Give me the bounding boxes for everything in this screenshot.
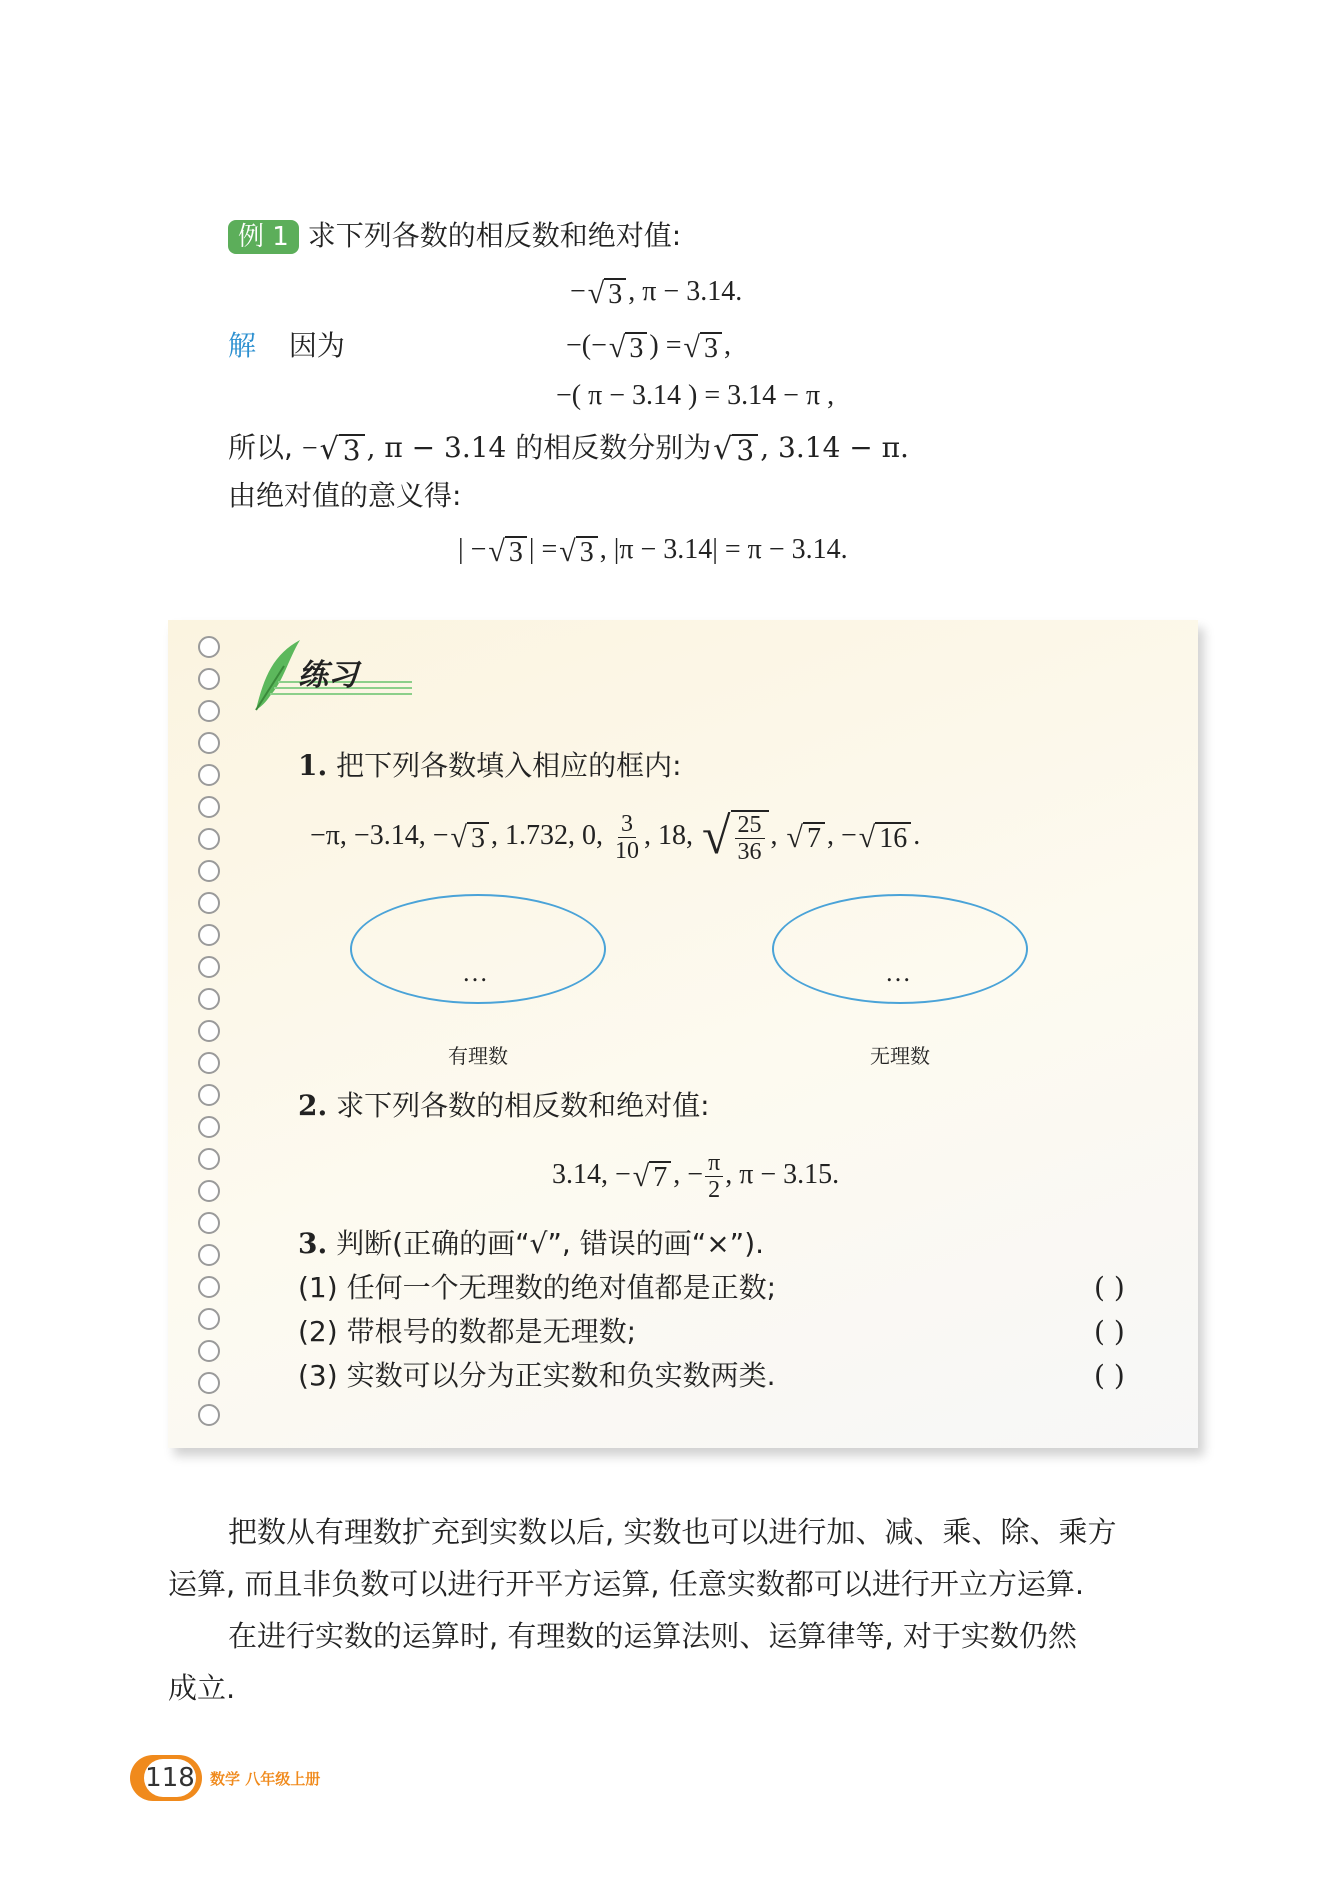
irrational-dots: … bbox=[885, 958, 911, 987]
paragraph-1-line-2: 运算, 而且非负数可以进行开平方运算, 任意实数都可以进行开立方运算. bbox=[168, 1567, 1085, 1601]
q1-heading: 1. 把下列各数填入相应的框内: bbox=[298, 749, 682, 782]
because-text: 因为 bbox=[288, 329, 345, 362]
fraction-pi-2: $\frac{\pi}{2}$ bbox=[705, 1150, 723, 1203]
practice-title: 练习 bbox=[298, 658, 358, 693]
solution-label: 解 bbox=[228, 329, 257, 362]
q3-answer-3[interactable]: ( ) bbox=[1094, 1359, 1125, 1392]
example-heading bbox=[228, 218, 681, 254]
q1-numbers: −π, −3.14, − √ 3 , 1.732, 0, $\frac{3}{10}$ , 18, √ $\frac{25}{36}$ , √ 7 , − √ 16 . bbox=[310, 808, 921, 865]
paragraph-1-line-1: 把数从有理数扩充到实数以后, 实数也可以进行加、减、乘、除、乘方 bbox=[228, 1515, 1117, 1549]
rational-label: 有理数 bbox=[448, 1044, 508, 1068]
paragraph-2-line-2: 成立. bbox=[168, 1671, 236, 1705]
q2-heading: 2. 求下列各数的相反数和绝对值: bbox=[298, 1089, 710, 1122]
sqrt-25-36: √ $\frac{25}{36}$ bbox=[702, 810, 769, 865]
rational-dots: … bbox=[462, 958, 488, 987]
q3-answer-2[interactable]: ( ) bbox=[1094, 1315, 1125, 1348]
example-prompt: 求下列各数的相反数和绝对值: bbox=[307, 219, 682, 252]
q3-item-1: (1) 任何一个无理数的绝对值都是正数; bbox=[298, 1271, 776, 1304]
example-given: − √ 3 , π − 3.14. bbox=[570, 276, 743, 310]
solution-step-2: −( π − 3.14 ) = 3.14 − π , bbox=[556, 380, 835, 411]
solution-conclusion: 所以, − √ 3 , π − 3.14 的相反数分别为 √ 3 , 3.14 − π. bbox=[228, 431, 909, 467]
abs-intro: 由绝对值的意义得: bbox=[228, 479, 462, 512]
solution-step-1: −(− √ 3 ) = √ 3 , bbox=[566, 330, 731, 364]
abs-result: | − √ 3 | = √ 3 , |π − 3.14| = π − 3.14. bbox=[458, 534, 848, 568]
paragraph-2-line-1: 在进行实数的运算时, 有理数的运算法则、运算律等, 对于实数仍然 bbox=[228, 1619, 1077, 1653]
example-label: 例 1 bbox=[228, 220, 299, 254]
irrational-label: 无理数 bbox=[870, 1044, 930, 1068]
q3-item-3: (3) 实数可以分为正实数和负实数两类. bbox=[298, 1359, 776, 1392]
q2-numbers: 3.14, − √ 7 , − $\frac{\pi}{2}$ , π − 3.15. bbox=[552, 1150, 840, 1204]
q3-item-2: (2) 带根号的数都是无理数; bbox=[298, 1315, 636, 1348]
q3-answer-1[interactable]: ( ) bbox=[1094, 1271, 1125, 1304]
book-title: 数学 八年级上册 bbox=[210, 1770, 321, 1788]
fraction-3-10: $\frac{3}{10}$ bbox=[614, 811, 639, 864]
q3-heading: 3. 判断(正确的画“√”, 错误的画“×”). bbox=[298, 1227, 765, 1260]
sqrt-3: √ 3 bbox=[588, 278, 626, 310]
page-number: 118 bbox=[144, 1759, 196, 1797]
solution-line-1 bbox=[228, 328, 345, 364]
